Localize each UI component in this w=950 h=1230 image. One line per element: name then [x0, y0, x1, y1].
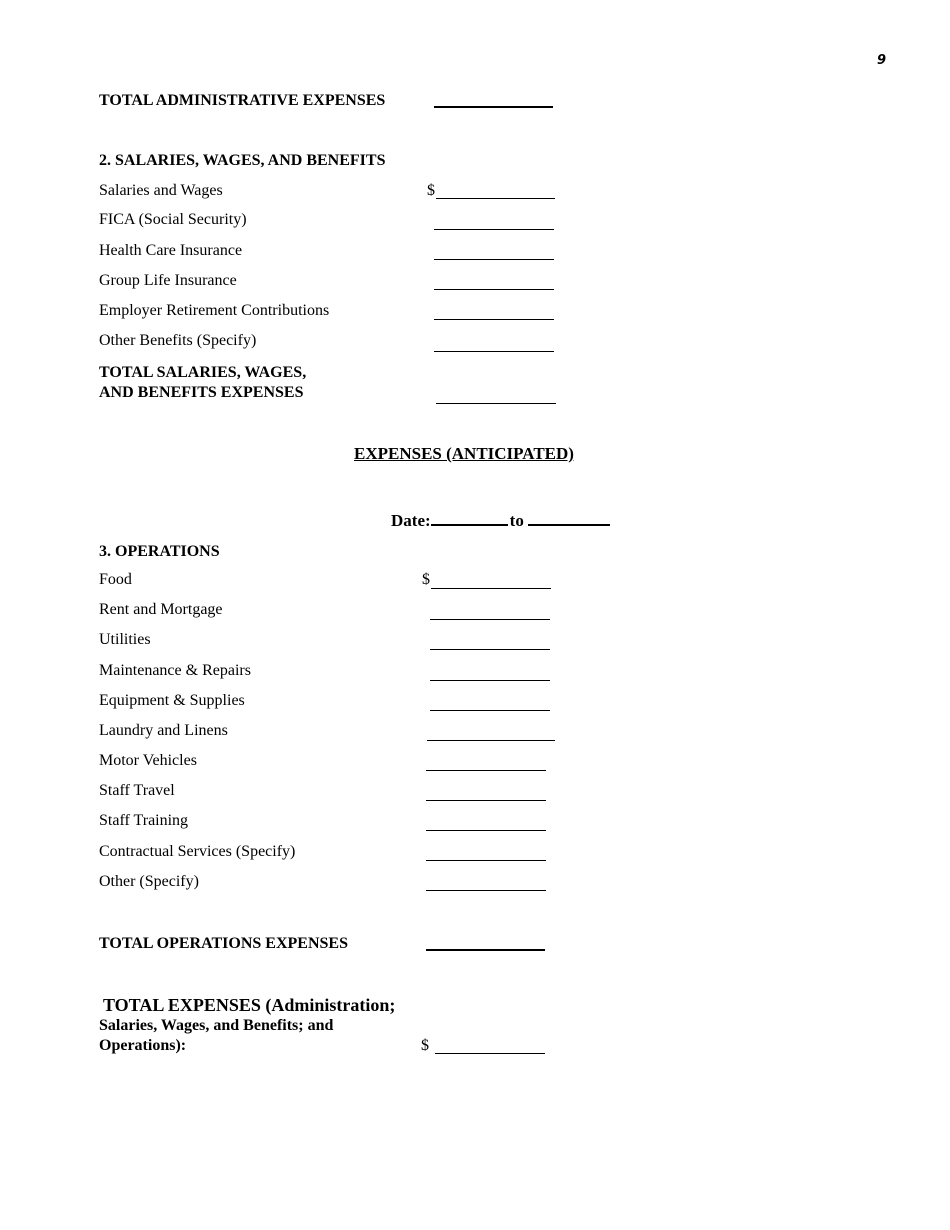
to-label: to — [509, 511, 524, 530]
salaries-wages-blank[interactable] — [436, 198, 555, 199]
motor-vehicles-blank[interactable] — [426, 770, 546, 771]
total-salaries-blank[interactable] — [436, 403, 556, 404]
grand-total-label-line3: Operations): — [99, 1037, 187, 1054]
page-number: 9 — [877, 53, 887, 68]
health-care-blank[interactable] — [434, 259, 554, 260]
maintenance-blank[interactable] — [430, 680, 550, 681]
salaries-item-label: Employer Retirement Contributions — [99, 302, 330, 319]
operations-item-label: Motor Vehicles — [99, 752, 197, 769]
salaries-item-label: Salaries and Wages — [99, 182, 223, 199]
other-benefits-blank[interactable] — [434, 351, 554, 352]
salaries-item-label: FICA (Social Security) — [99, 211, 247, 228]
laundry-blank[interactable] — [427, 740, 555, 741]
operations-item-label: Staff Training — [99, 812, 189, 829]
salaries-item-label: Other Benefits (Specify) — [99, 332, 257, 349]
total-administrative-blank[interactable] — [434, 106, 553, 108]
date-from-blank[interactable] — [431, 510, 508, 526]
contractual-services-blank[interactable] — [426, 860, 546, 861]
total-operations-label: TOTAL OPERATIONS EXPENSES — [99, 935, 348, 952]
date-label: Date: — [391, 511, 431, 530]
utilities-blank[interactable] — [430, 649, 550, 650]
operations-item-label: Other (Specify) — [99, 873, 199, 890]
expenses-anticipated-heading: EXPENSES (ANTICIPATED) — [354, 444, 574, 463]
operations-item-label: Rent and Mortgage — [99, 601, 223, 618]
total-administrative-label: TOTAL ADMINISTRATIVE EXPENSES — [99, 92, 386, 109]
total-operations-blank[interactable] — [426, 949, 545, 951]
fica-blank[interactable] — [434, 229, 554, 230]
date-range — [391, 510, 610, 531]
grand-total-label-line2: Salaries, Wages, and Benefits; and — [99, 1017, 334, 1034]
operations-item-label: Utilities — [99, 631, 151, 648]
dollar-sign: $ — [422, 571, 430, 588]
retirement-blank[interactable] — [434, 319, 554, 320]
group-life-blank[interactable] — [434, 289, 554, 290]
operations-item-label: Contractual Services (Specify) — [99, 843, 296, 860]
dollar-sign: $ — [421, 1037, 429, 1054]
staff-travel-blank[interactable] — [426, 800, 546, 801]
operations-item-label: Food — [99, 571, 132, 588]
total-salaries-label-line2: AND BENEFITS EXPENSES — [99, 384, 304, 401]
operations-item-label: Maintenance & Repairs — [99, 662, 251, 679]
other-operations-blank[interactable] — [426, 890, 546, 891]
dollar-sign: $ — [427, 182, 435, 199]
salaries-item-label: Health Care Insurance — [99, 242, 243, 259]
grand-total-label-line1: TOTAL EXPENSES (Administration; — [103, 995, 396, 1015]
salaries-section-heading: 2. SALARIES, WAGES, AND BENEFITS — [99, 152, 386, 169]
date-to-blank[interactable] — [528, 510, 610, 526]
staff-training-blank[interactable] — [426, 830, 546, 831]
food-blank[interactable] — [431, 588, 551, 589]
equipment-blank[interactable] — [430, 710, 550, 711]
operations-item-label: Equipment & Supplies — [99, 692, 245, 709]
total-salaries-label-line1: TOTAL SALARIES, WAGES, — [99, 364, 307, 381]
operations-item-label: Laundry and Linens — [99, 722, 228, 739]
operations-item-label: Staff Travel — [99, 782, 175, 799]
grand-total-blank[interactable] — [435, 1053, 545, 1054]
operations-section-heading: 3. OPERATIONS — [99, 543, 220, 560]
salaries-item-label: Group Life Insurance — [99, 272, 237, 289]
rent-blank[interactable] — [430, 619, 550, 620]
